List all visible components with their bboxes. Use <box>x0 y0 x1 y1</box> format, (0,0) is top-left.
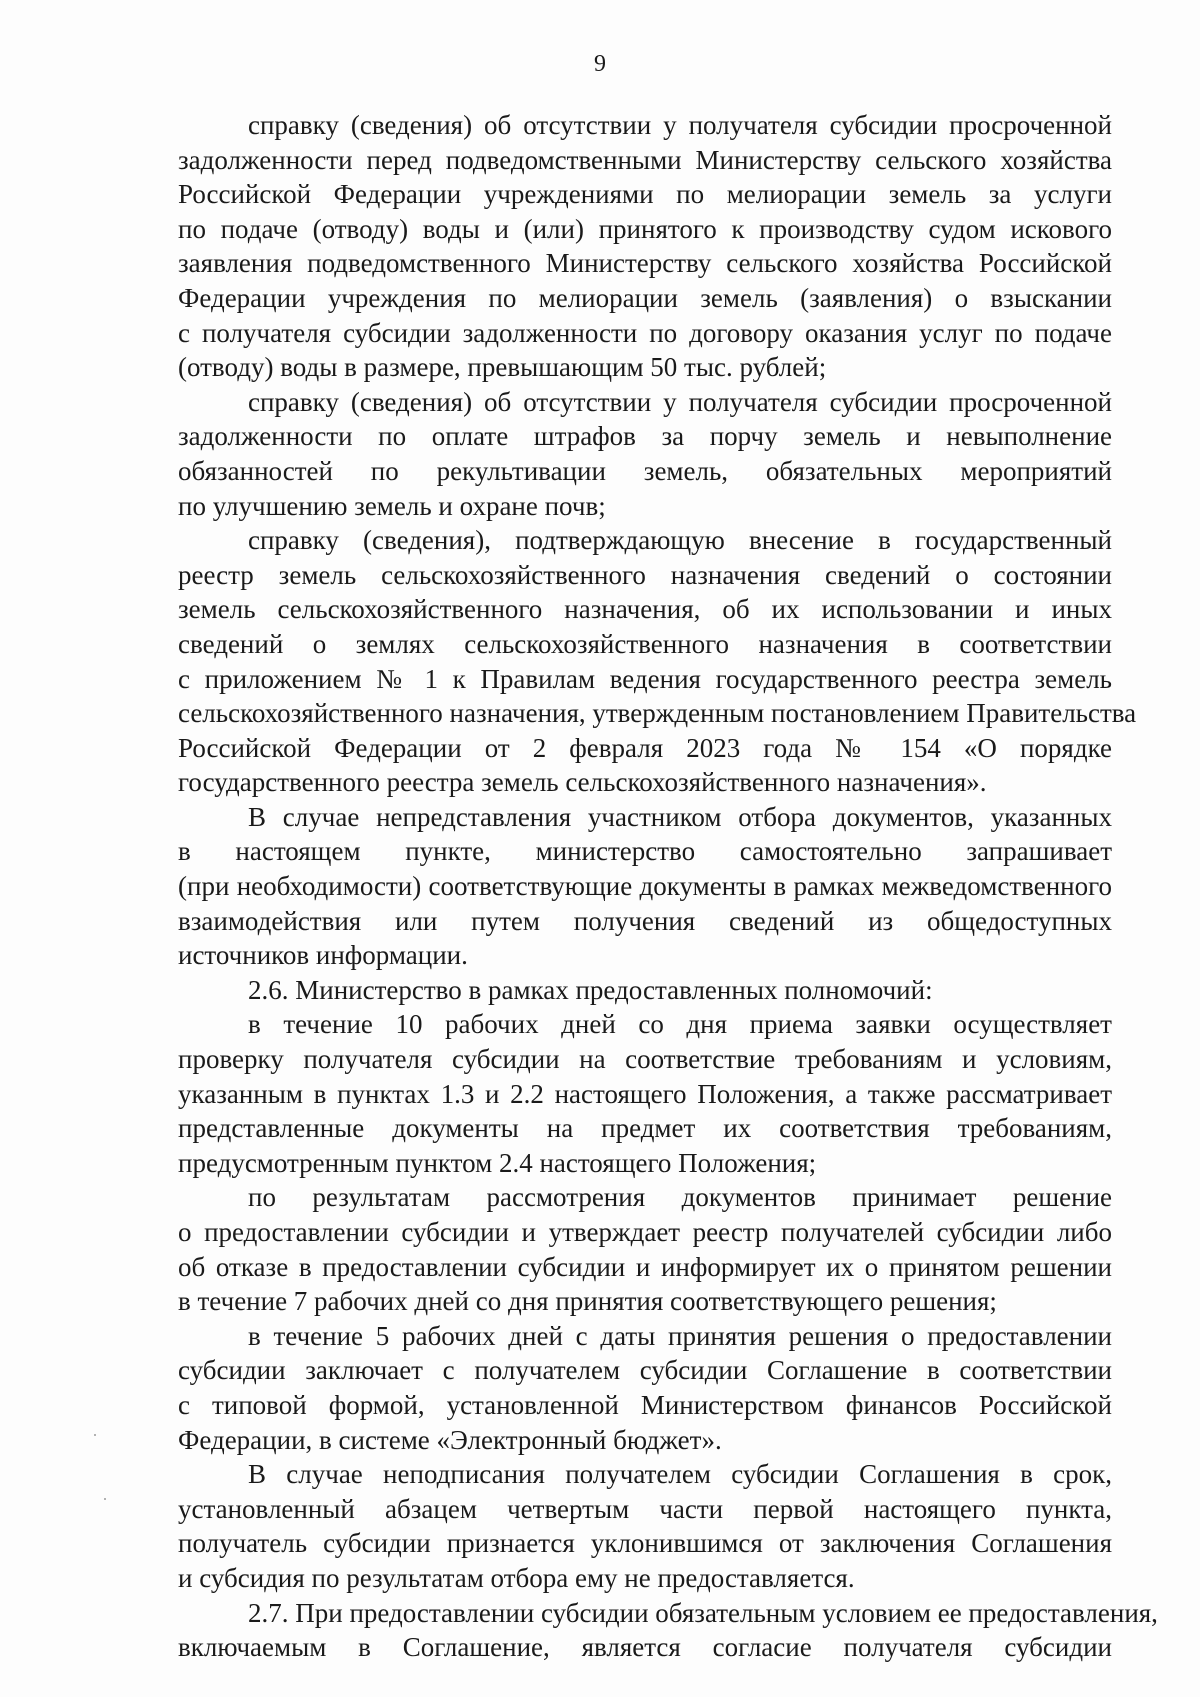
text-line: (отводу) воды в размере, превышающим 50 тыс. рублей; <box>178 352 827 383</box>
text-line: сведений о землях сельскохозяйственного назначения в соответствии <box>178 628 1112 659</box>
text-line: субсидии заключает с получателем субсидии Соглашение в соответствии <box>178 1355 1112 1386</box>
text-line: по подаче (отводу) воды и (или) принятого к производству судом искового <box>178 213 1112 244</box>
scan-speck <box>104 1498 106 1500</box>
text-line: с получателя субсидии задолженности по договору оказания услуг по подаче <box>178 317 1112 348</box>
text-line: об отказе в предоставлении субсидии и информирует их о принятом решении <box>178 1251 1112 1282</box>
text-line: Федерации учреждения по мелиорации земель (заявления) о взыскании <box>178 282 1112 313</box>
text-line: задолженности по оплате штрафов за порчу земель и невыполнение <box>178 421 1112 452</box>
text-line: предусмотренным пунктом 2.4 настоящего Положения; <box>178 1147 817 1178</box>
text-line: установленный абзацем четвертым части первой настоящего пункта, <box>178 1493 1112 1524</box>
text-line: источников информации. <box>178 940 468 971</box>
text-line: справку (сведения) об отсутствии у получателя субсидии просроченной <box>248 386 1112 417</box>
text-line: государственного реестра земель сельскохозяйственного назначения». <box>178 767 987 798</box>
scan-speck <box>94 1434 96 1436</box>
text-line: В случае непредставления участником отбора документов, указанных <box>248 801 1112 832</box>
page-number: 9 <box>594 51 606 77</box>
text-line: с приложением № 1 к Правилам ведения государственного реестра земель <box>178 663 1112 694</box>
text-line: реестр земель сельскохозяйственного назначения сведений о состоянии <box>178 559 1112 590</box>
text-line: получатель субсидии признается уклонившимся от заключения Соглашения <box>178 1528 1112 1559</box>
text-line: Российской Федерации от 2 февраля 2023 года № 154 «О порядке <box>178 732 1112 763</box>
text-line: задолженности перед подведомственными Министерству сельского хозяйства <box>178 144 1112 175</box>
text-line: включаемым в Соглашение, является согласие получателя субсидии <box>178 1632 1112 1663</box>
text-line: по результатам рассмотрения документов принимает решение <box>248 1182 1112 1213</box>
text-line: В случае неподписания получателем субсидии Соглашения в срок, <box>248 1459 1112 1490</box>
text-line: заявления подведомственного Министерству сельского хозяйства Российской <box>178 248 1112 279</box>
text-line: земель сельскохозяйственного назначения, об их использовании и иных <box>178 594 1112 625</box>
text-line: справку (сведения) об отсутствии у получателя субсидии просроченной <box>248 110 1112 140</box>
text-line: проверку получателя субсидии на соответствие требованиям и условиям, <box>178 1044 1112 1075</box>
text-line: обязанностей по рекультивации земель, обязательных мероприятий <box>178 455 1112 486</box>
text-line: 2.7. При предоставлении субсидии обязательным условием ее предоставления, <box>248 1597 1158 1628</box>
text-line: сельскохозяйственного назначения, утвержденным постановлением Правительства <box>178 698 1137 729</box>
text-line: в течение 10 рабочих дней со дня приема заявки осуществляет <box>248 1009 1112 1040</box>
text-line: Российской Федерации учреждениями по мелиорации земель за услуги <box>178 179 1112 210</box>
document-body <box>178 108 1158 1665</box>
text-line: 2.6. Министерство в рамках предоставленных полномочий: <box>248 974 933 1005</box>
text-line: и субсидия по результатам отбора ему не предоставляется. <box>178 1562 855 1593</box>
text-line: взаимодействия или путем получения сведений из общедоступных <box>178 905 1112 936</box>
text-line: в течение 7 рабочих дней со дня принятия соответствующего решения; <box>178 1286 997 1317</box>
text-line: о предоставлении субсидии и утверждает реестр получателей субсидии либо <box>178 1217 1112 1247</box>
text-line: с типовой формой, установленной Министерством финансов Российской <box>178 1389 1112 1420</box>
text-line: (при необходимости) соответствующие документы в рамках межведомственного <box>178 871 1112 902</box>
text-line: справку (сведения), подтверждающую внесение в государственный <box>248 525 1112 556</box>
text-line: в настоящем пункте, министерство самостоятельно запрашивает <box>178 836 1112 867</box>
text-line: в течение 5 рабочих дней с даты принятия решения о предоставлении <box>248 1320 1112 1351</box>
text-line: Федерации, в системе «Электронный бюджет». <box>178 1424 722 1455</box>
text-line: представленные документы на предмет их соответствия требованиям, <box>178 1113 1112 1144</box>
text-line: по улучшению земель и охране почв; <box>178 490 606 521</box>
text-line: указанным в пунктах 1.3 и 2.2 настоящего Положения, а также рассматривает <box>178 1078 1112 1109</box>
